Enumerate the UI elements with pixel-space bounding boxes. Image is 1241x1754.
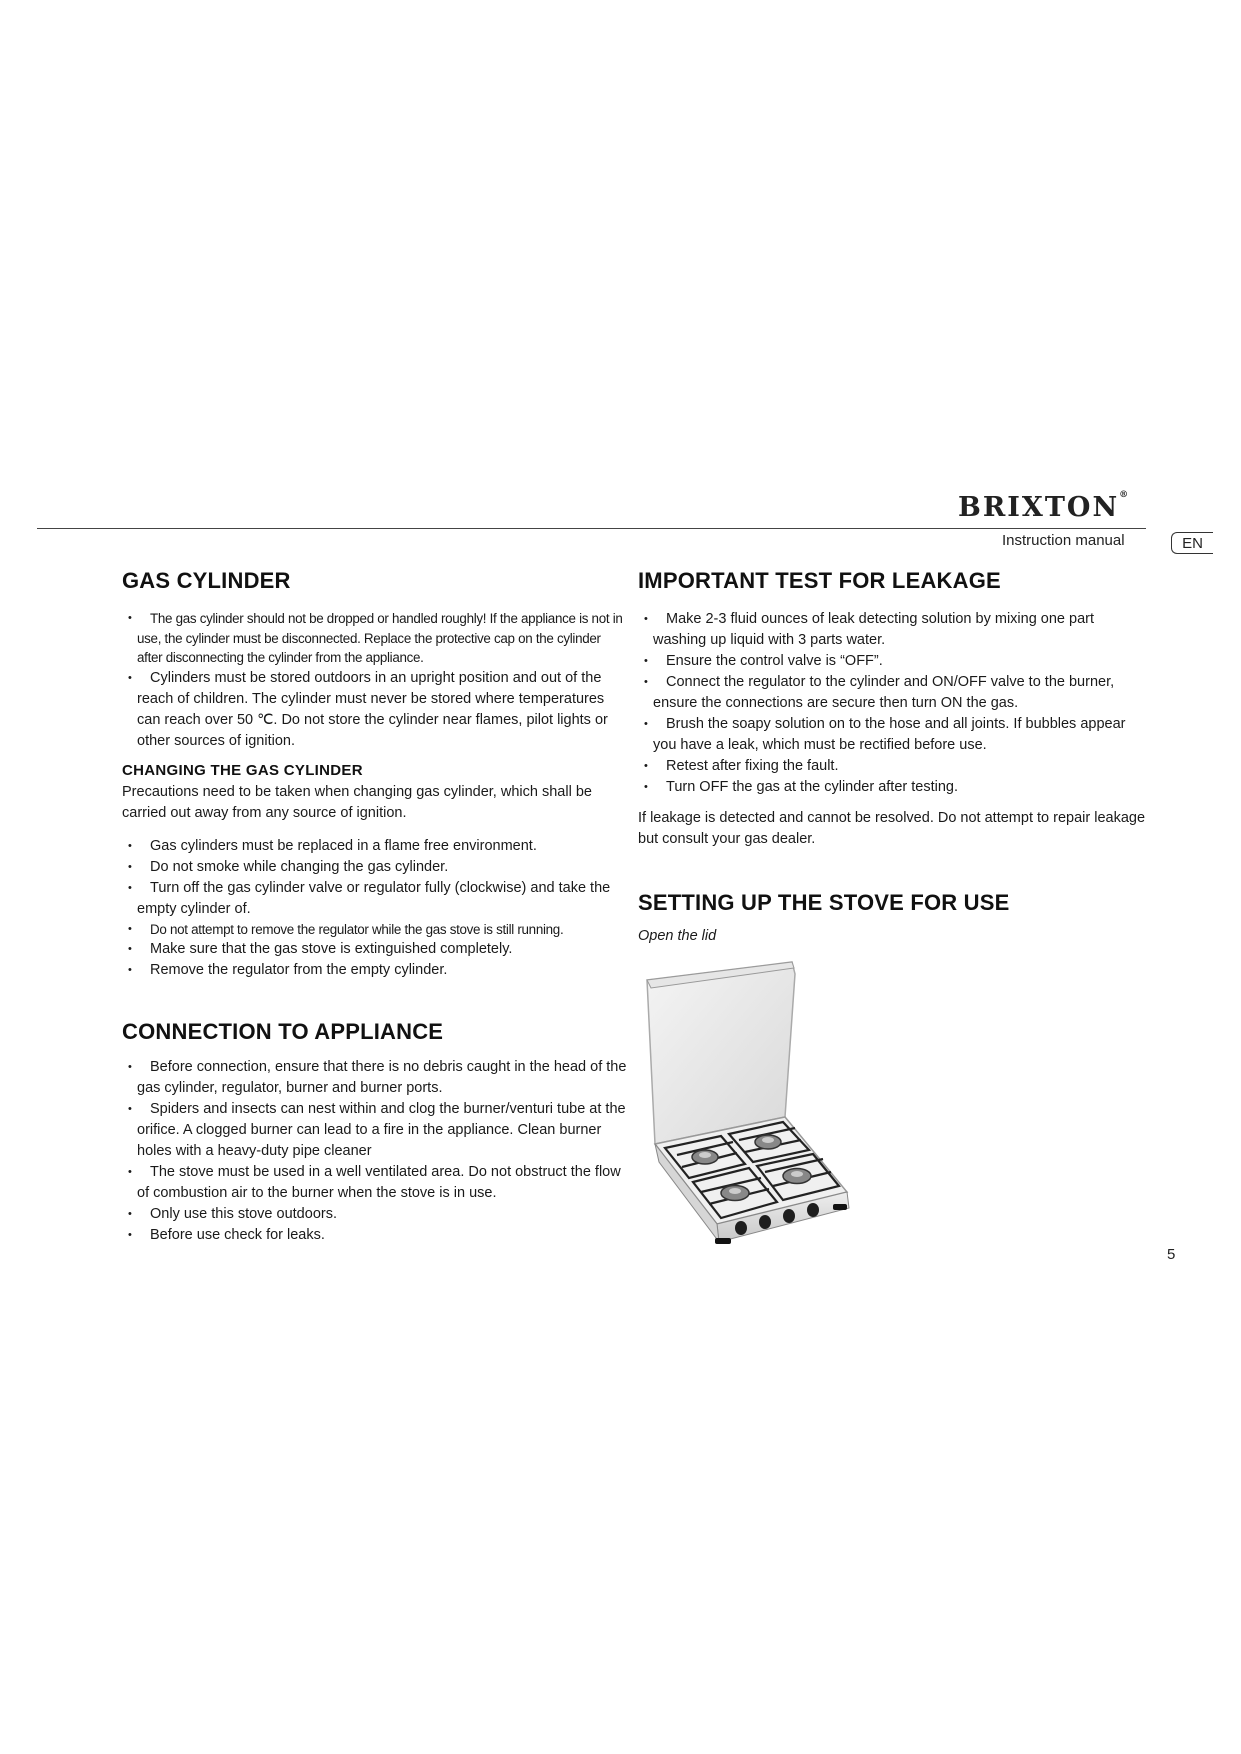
- stove-image: [637, 952, 857, 1254]
- leakage-list: [638, 609, 1148, 798]
- leakage-note: If leakage is detected and cannot be resolved. Do not attempt to repair leakage but consult your gas dealer.: [638, 810, 1146, 847]
- connection-list: [122, 1057, 627, 1246]
- document-subtitle: Instruction manual: [1002, 532, 1125, 549]
- changing-list: [122, 836, 627, 982]
- list-item: • Gas cylinders must be replaced in a flame free environment.: [122, 836, 627, 857]
- list-item: • Spiders and insects can nest within and clog the burner/venturi tube at the orifice. A clogged burner can lead to a fire in the appliance. Clean burner holes with a heavy-duty pipe cleaner: [122, 1099, 627, 1162]
- changing-intro: Precautions need to be taken when changing gas cylinder, which shall be carried out away from any source of ignition.: [122, 783, 592, 821]
- language-tab: EN: [1171, 532, 1213, 554]
- list-item: • Remove the regulator from the empty cylinder.: [122, 960, 627, 981]
- list-item: • Do not smoke while changing the gas cylinder.: [122, 857, 627, 878]
- list-item: • Retest after fixing the fault.: [638, 756, 1148, 777]
- brand-name: BRIXTON: [958, 492, 1120, 523]
- list-item: • Ensure the control valve is “OFF”.: [638, 651, 1148, 672]
- section-title-setup: SETTING UP THE STOVE FOR USE: [638, 890, 1010, 915]
- list-item: • The gas cylinder should not be dropped or handled roughly! If the appliance is not in use, the cylinder must be disconnected. Replace the protective cap on the cylinder after disconnecting the cylinder from the appliance.: [122, 609, 627, 668]
- list-item: • Do not attempt to remove the regulator while the gas stove is still running.: [122, 920, 627, 940]
- list-item: • Connect the regulator to the cylinder and ON/OFF valve to the burner, ensure the connections are secure then turn ON the gas.: [638, 672, 1148, 714]
- list-item: • Turn OFF the gas at the cylinder after testing.: [638, 777, 1148, 798]
- list-item: • Cylinders must be stored outdoors in an upright position and out of the reach of children. The cylinder must never be stored where temperatures can reach over 50 ℃. Do not store the cylinder near flames, pilot lights or other sources of ignition.: [122, 668, 627, 752]
- list-item: • Before connection, ensure that there is no debris caught in the head of the gas cylinder, regulator, burner and burner ports.: [122, 1057, 627, 1099]
- section-title-gas-cylinder: GAS CYLINDER: [122, 568, 291, 593]
- list-item: • Turn off the gas cylinder valve or regulator fully (clockwise) and take the empty cylinder of.: [122, 878, 627, 920]
- section-title-leakage: IMPORTANT TEST FOR LEAKAGE: [638, 568, 1001, 593]
- page-number: 5: [1167, 1246, 1176, 1263]
- brand-logo: [958, 492, 1128, 523]
- list-item: • Brush the soapy solution on to the hose and all joints. If bubbles appear you have a leak, which must be rectified before use.: [638, 714, 1148, 756]
- section-title-connection: CONNECTION TO APPLIANCE: [122, 1019, 444, 1044]
- left-column: [122, 568, 627, 1246]
- registered-mark: ®: [1119, 490, 1129, 500]
- image-caption: Open the lid: [638, 928, 717, 944]
- list-item: • The stove must be used in a well ventilated area. Do not obstruct the flow of combustion air to the burner when the stove is in use.: [122, 1162, 627, 1204]
- subsection-title-changing: CHANGING THE GAS CYLINDER: [122, 761, 363, 779]
- stove-lid: [647, 962, 795, 1144]
- right-column: [638, 568, 1148, 944]
- list-item: • Make 2-3 fluid ounces of leak detecting solution by mixing one part washing up liquid with 3 parts water.: [638, 609, 1148, 651]
- gas-cylinder-list: [122, 609, 627, 752]
- list-item: • Only use this stove outdoors.: [122, 1204, 627, 1225]
- header-rule: [37, 528, 1146, 529]
- list-item: • Before use check for leaks.: [122, 1225, 627, 1246]
- list-item: • Make sure that the gas stove is extinguished completely.: [122, 939, 627, 960]
